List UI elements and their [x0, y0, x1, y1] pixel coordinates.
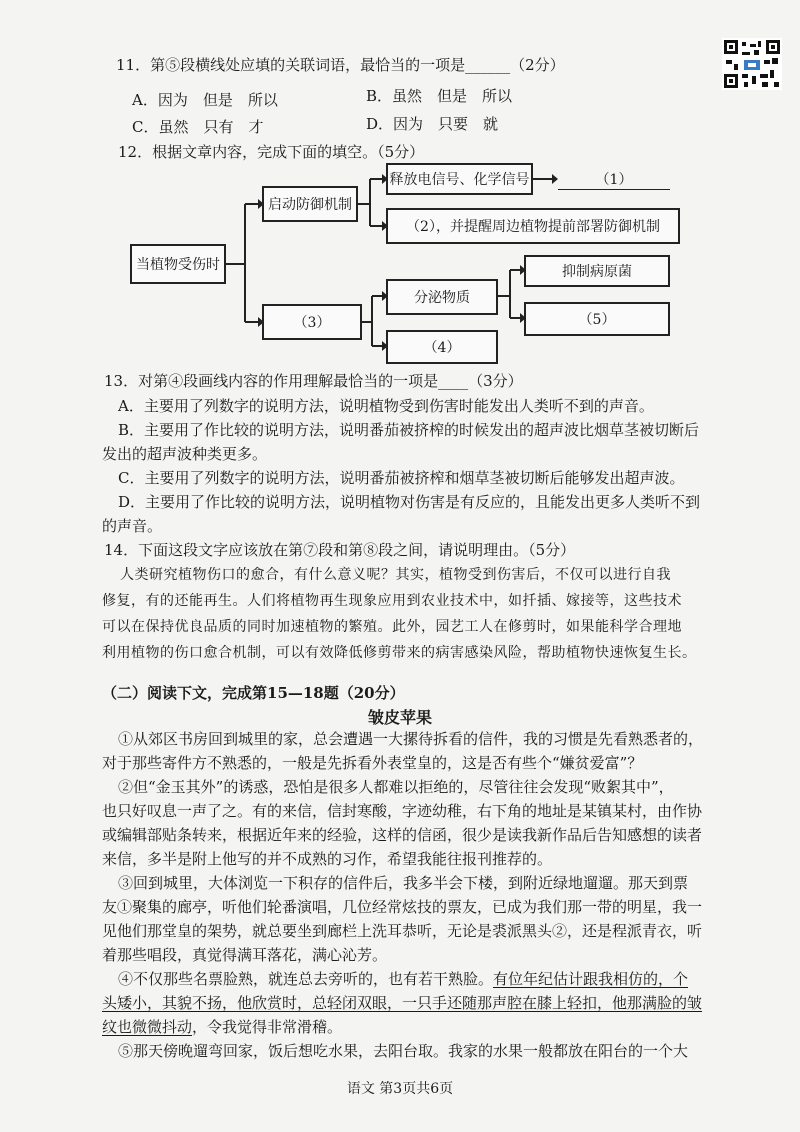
- q13-stem: 13．对第④段画线内容的作用理解最恰当的一项是____（3分）: [104, 372, 523, 390]
- q11-stem: 11．第⑤段横线处应填的关联词语，最恰当的一项是______（2分）: [116, 56, 565, 74]
- q14-passage-line2: 修复，有的还能再生。人们将植物再生现象应用到农业技术中，如扦插、嫁接等，这些技术: [102, 593, 682, 609]
- q13-option-a: A．主要用了列数字的说明方法，说明植物受到伤害时能发出人类听不到的声音。: [118, 397, 654, 415]
- diagram-leaf4-box: （5）: [524, 302, 670, 336]
- diagram-root-box: 当植物受伤时: [130, 244, 226, 284]
- diagram-branch2-box: （3）: [262, 304, 362, 340]
- passage-line-10: 着那些唱段，真觉得满耳落花，满心沁芳。: [102, 946, 388, 964]
- passage-line-4: 也只好叹息一声了之。有的来信，信封寒酸，字迹幼稚，右下角的地址是某镇某村，由作协: [102, 802, 703, 820]
- q11-option-b: B．虽然 但是 所以: [366, 87, 513, 105]
- passage-line-3: ②但“金玉其外”的诱惑，恐怕是很多人都难以拒绝的，尽管往往会发现“败絮其中”，: [118, 778, 674, 796]
- page-footer: 语文 第3页共6页: [346, 1081, 454, 1097]
- passage-line-11: [118, 969, 688, 989]
- diagram-leaf3-box: 抑制病原菌: [524, 255, 670, 287]
- passage-line-13: [102, 1017, 342, 1037]
- q14-passage-line1: 人类研究植物伤口的愈合，有什么意义呢？其实，植物受到伤害后，不仅可以进行自我: [120, 567, 671, 583]
- q11-option-d: D．因为 只要 就: [366, 115, 499, 133]
- passage-line-13-underlined: 纹也微微抖动: [102, 1018, 193, 1036]
- q14-passage-line4: 利用植物的伤口愈合机制，可以有效降低修剪带来的病害感染风险，帮助植物快速恢复生长。: [102, 645, 697, 661]
- q12-stem: 12．根据文章内容，完成下面的填空。（5分）: [118, 143, 425, 161]
- q11-option-a: A．因为 但是 所以: [132, 91, 278, 109]
- q13-option-d-line1: D．主要用了作比较的说明方法，说明植物对伤害是有反应的，且能发出更多人类听不到: [118, 493, 701, 511]
- diagram-branch1-box: 启动防御机制: [262, 186, 358, 222]
- passage-line-7: ③回到城里，大体浏览一下积存的信件后，我多半会下楼，到附近绿地遛遛。那天到票: [118, 874, 689, 892]
- passage-line-9: 见他们那堂皇的架势，就总要坐到廊栏上洗耳恭听，无论是裘派黑头②，还是程派青衣，听: [102, 922, 703, 940]
- diagram-leaf2-box: （2），并提醒周边植物提前部署防御机制: [386, 208, 680, 244]
- q14-stem: 14．下面这段文字应该放在第⑦段和第⑧段之间，请说明理由。（5分）: [104, 541, 576, 559]
- diagram-leaf1-blank: （1）: [556, 164, 672, 194]
- section2-heading: （二）阅读下文，完成第15—18题（20分）: [102, 684, 405, 702]
- diagram-mid-box: 分泌物质: [386, 279, 498, 315]
- passage-line-12-underlined: 头矮小，其貌不扬，他欣赏时，总轻闭双眼，一只手还随那声腔在膝上轻扣，他那满脸的皱: [102, 994, 703, 1012]
- passage-line-11-underlined: 有位年纪估计跟我相仿的，个: [493, 970, 689, 988]
- passage-line-14: ⑤那天傍晚遛弯回家，饭后想吃水果，去阳台取。我家的水果一般都放在阳台的一个大: [118, 1042, 689, 1060]
- q11-option-c: C．虽然 只有 才: [132, 118, 264, 136]
- diagram-mid2-box: （4）: [386, 330, 498, 364]
- passage-line-13-plain: ，令我觉得非常滑稽。: [192, 1018, 343, 1036]
- passage-line-1: ①从郊区书房回到城里的家，总会遭遇一大摞待拆看的信件，我的习惯是先看熟悉者的，: [118, 730, 704, 748]
- passage-line-2: 对于那些寄件方不熟悉的，一般是先拆看外表堂皇的，这是否有些个“嫌贫爱富”？: [102, 754, 643, 772]
- diagram-leaf1-box: 释放电信号、化学信号: [386, 163, 533, 195]
- q13-option-d-line2: 的声音。: [102, 517, 163, 535]
- passage-line-11-plain: ④不仅那些名票脸熟，就连总去旁听的，也有若干熟脸。: [118, 970, 494, 988]
- passage-title: 皱皮苹果: [367, 708, 432, 727]
- q14-passage-line3: 可以在保持优良品质的同时加速植物的繁殖。此外，园艺工人在修剪时，如果能科学合理地: [102, 619, 682, 635]
- q13-option-c: C．主要用了列数字的说明方法，说明番茄被挤榨和烟草茎被切断后能够发出超声波。: [118, 469, 685, 487]
- q13-option-b-line1: B．主要用了作比较的说明方法，说明番茄被挤榨的时候发出的超声波比烟草茎被切断后: [118, 421, 700, 439]
- passage-line-8: 友①聚集的廊亭，听他们轮番演唱，几位经常炫技的票友，已成为我们那一带的明星，我一: [102, 898, 703, 916]
- q13-option-b-line2: 发出的超声波种类更多。: [102, 445, 268, 463]
- passage-line-5: 或编辑部贴条转来，根据近年来的经验，这样的信函，很少是读我新作品后告知感想的读者: [102, 826, 703, 844]
- passage-line-6: 来信，多半是附上他写的并不成熟的习作，希望我能往报刊推荐的。: [102, 850, 553, 868]
